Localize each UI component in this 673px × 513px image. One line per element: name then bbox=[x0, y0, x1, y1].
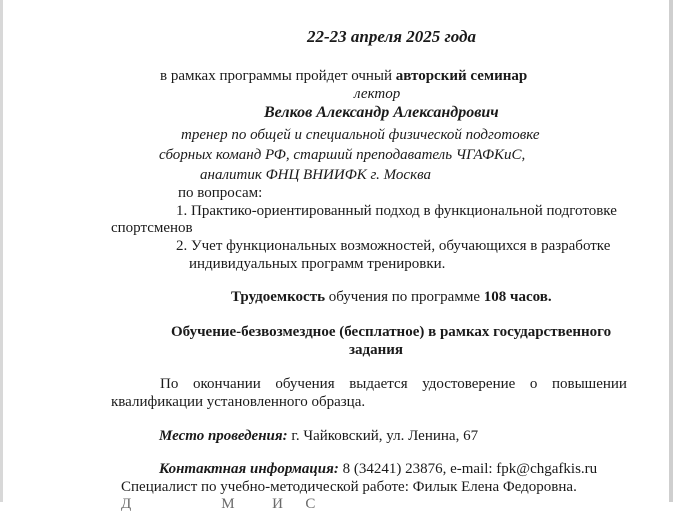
specialist-line: Специалист по учебно-методической работе: Филык Елена Федоровна. bbox=[121, 479, 577, 495]
cut-off-line: Д М И С bbox=[121, 496, 316, 512]
contact-value: 8 (34241) 23876, e-mail: fpk@chgafkis.ru bbox=[338, 461, 598, 477]
intro-line bbox=[160, 67, 527, 85]
topic-2-line-2: индивидуальных программ тренировки. bbox=[189, 256, 446, 272]
contact-line bbox=[159, 460, 597, 478]
venue-line bbox=[159, 427, 478, 445]
intro-prefix: в рамках программы пройдет очный bbox=[160, 68, 396, 84]
topic-1-line-1: 1. Практико-ориентированный подход в функциональной подготовке bbox=[176, 203, 617, 219]
certificate-word: повышении bbox=[551, 376, 627, 392]
certificate-word: удостоверение bbox=[422, 376, 516, 392]
free-training-line-2: задания bbox=[349, 342, 404, 358]
intro-highlight: авторский семинар bbox=[395, 68, 528, 84]
lecturer-role-line-3: аналитик ФНЦ ВНИИФК г. Москва bbox=[200, 167, 432, 183]
lecturer-label: лектор bbox=[354, 86, 401, 102]
venue-label: Место проведения: bbox=[159, 428, 288, 444]
certificate-word: окончании bbox=[192, 376, 261, 392]
contact-label: Контактная информация: bbox=[159, 461, 339, 477]
workload-line bbox=[231, 288, 552, 306]
page-right-edge bbox=[669, 0, 673, 502]
lecturer-name: Велков Александр Александрович bbox=[264, 104, 499, 121]
workload-label: Трудоемкость bbox=[231, 289, 325, 305]
certificate-word: о bbox=[529, 376, 538, 392]
certificate-word: обучения bbox=[275, 376, 335, 392]
free-training-line-1: Обучение-безвозмездное (бесплатное) в рамках государственного bbox=[171, 324, 612, 340]
certificate-word: выдается bbox=[349, 376, 408, 392]
certificate-word: По bbox=[160, 376, 179, 392]
event-date: 22-23 апреля 2025 года bbox=[307, 27, 476, 46]
topic-2-line-1: 2. Учет функциональных возможностей, обучающихся в разработке bbox=[176, 238, 611, 254]
venue-value: г. Чайковский, ул. Ленина, 67 bbox=[287, 428, 479, 444]
certificate-line-1 bbox=[160, 375, 627, 393]
certificate-line-2: квалификации установленного образца. bbox=[111, 394, 366, 410]
workload-hours: 108 часов. bbox=[483, 289, 552, 305]
page-left-edge bbox=[0, 0, 3, 502]
lecturer-role-line-2: сборных команд РФ, старший преподаватель ЧГАФКиС, bbox=[159, 147, 526, 163]
topic-1-line-2: спортсменов bbox=[111, 220, 193, 236]
topics-label: по вопросам: bbox=[178, 185, 263, 201]
workload-middle: обучения по программе bbox=[325, 289, 484, 305]
lecturer-role-line-1: тренер по общей и специальной физической подготовке bbox=[181, 127, 540, 143]
